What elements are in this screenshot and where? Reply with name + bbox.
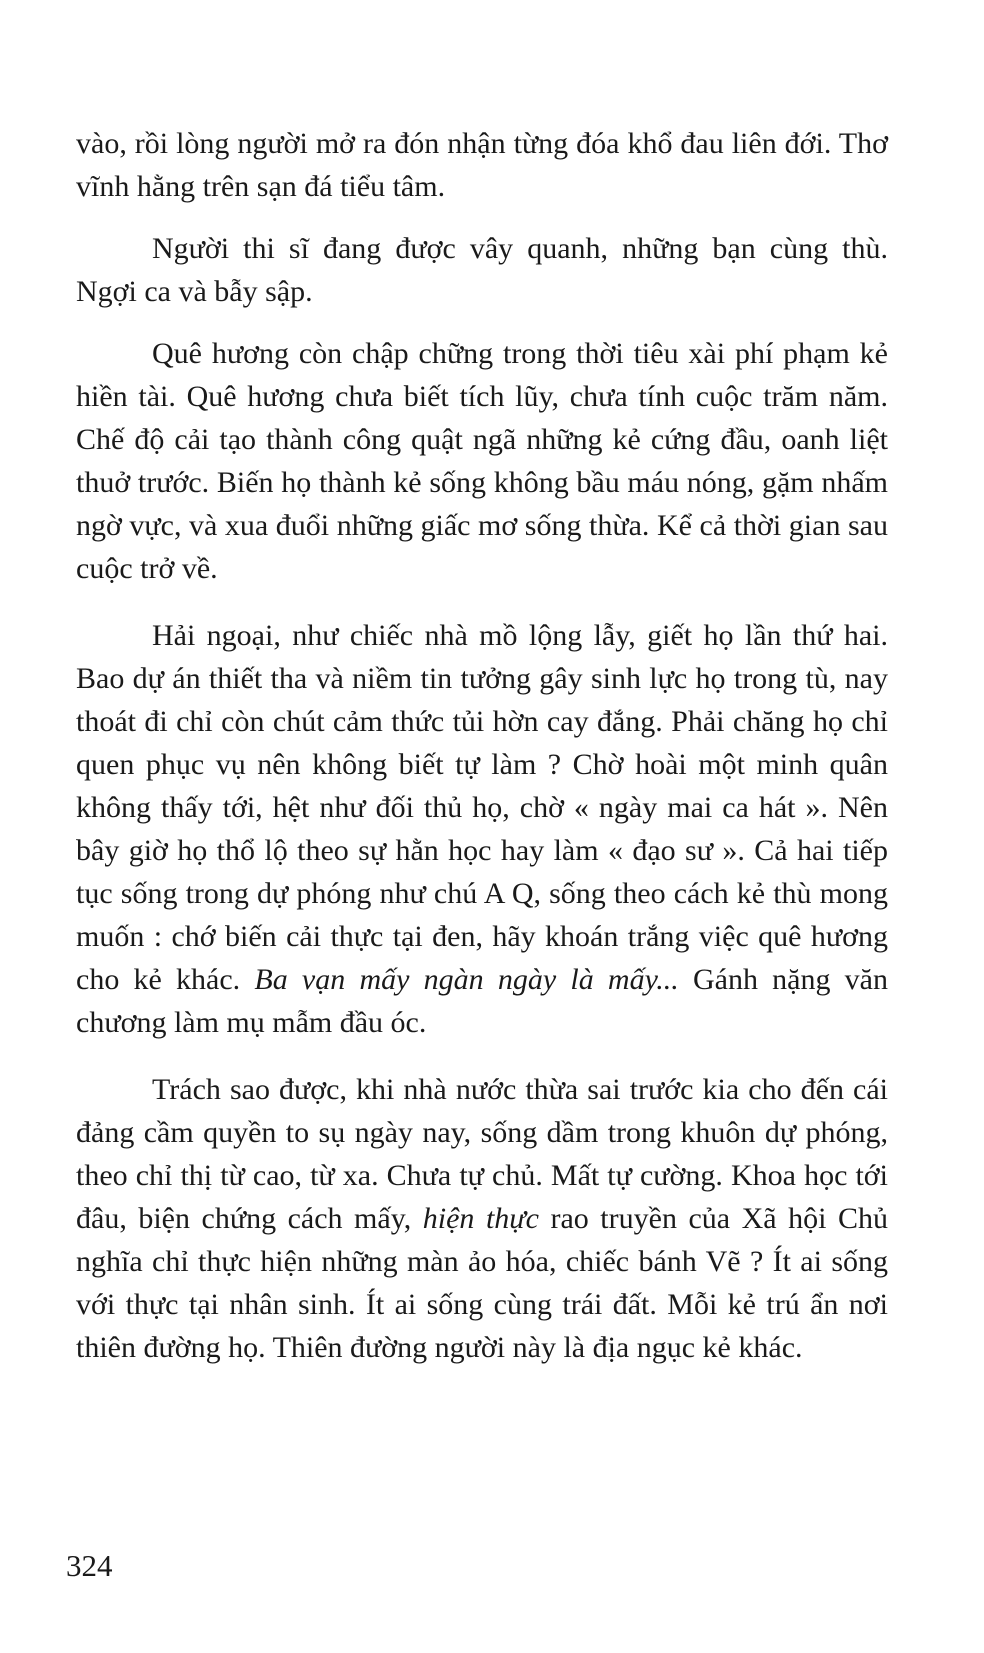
paragraph-text: Quê hương còn chập chững trong thời tiêu xài phí phạm kẻ hiền tài. Quê hương chưa biết tích lũy, chưa tính cuộc trăm năm. Chế độ cải tạo thành công quật ngã những kẻ cứng đầu, oanh liệt thuở trước. Biến họ thành kẻ sống không bầu máu nóng, gặm nhấm ngờ vực, và xua đuổi những giấc mơ sống thừa. Kể cả thời gian sau cuộc trở về.	[76, 337, 888, 585]
paragraph-text: Trách sao được, khi nhà nước thừa sai trước kia cho đến cái đảng cầm quyền to sụ ngày nay, sống dầm trong khuôn dự phóng, theo chỉ thị từ cao, từ xa. Chưa tự chủ. Mất tự cường. Khoa học tới đâu, biện chứng cách mấy,	[76, 1073, 888, 1235]
paragraph	[76, 122, 888, 208]
paragraph-text: Hải ngoại, như chiếc nhà mồ lộng lẫy, giết họ lần thứ hai. Bao dự án thiết tha và niềm tin tưởng gây sinh lực họ trong tù, nay thoát đi chỉ còn chút cảm thức tủi hờn cay đắng. Phải chăng họ chỉ quen phục vụ nên không biết tự làm ? Chờ hoài một minh quân không thấy tới, hệt như đối thủ họ, chờ « ngày mai ca hát ». Nên bây giờ họ thổ lộ theo sự hằn học hay làm « đạo sư ». Cả hai tiếp tục sống trong dự phóng như chú A Q, sống theo cách kẻ thù mong muốn : chớ biến cải thực tại đen, hãy khoán trắng việc quê hương cho kẻ khác.	[76, 619, 888, 996]
paragraph-text: rao truyền của Xã hội Chủ nghĩa chỉ thực hiện những màn ảo hóa, chiếc bánh Vẽ ? Ít ai sống với thực tại nhân sinh. Ít ai sống cùng trái đất. Mỗi kẻ trú ẩn nơi thiên đường họ. Thiên đường người này là địa ngục kẻ khác.	[76, 1202, 888, 1364]
page-number: 324	[66, 1548, 113, 1583]
paragraph-text: vào, rồi lòng người mở ra đón nhận từng đóa khổ đau liên đới. Thơ vĩnh hằng trên sạn đá tiểu tâm.	[76, 127, 888, 203]
paragraph-text: Gánh nặng văn chương làm mụ mẫm đầu óc.	[76, 963, 888, 1039]
italic-term: hiện thực	[422, 1202, 539, 1235]
paragraph-text: Người thi sĩ đang được vây quanh, những bạn cùng thù. Ngợi ca và bẫy sập.	[76, 232, 888, 308]
paragraph	[76, 227, 888, 313]
paragraph	[76, 614, 888, 1044]
paragraph	[76, 1068, 888, 1369]
body-text	[76, 122, 888, 1369]
paragraph	[76, 332, 888, 590]
italic-quote: Ba vạn mấy ngàn ngày là mấy...	[254, 963, 679, 996]
